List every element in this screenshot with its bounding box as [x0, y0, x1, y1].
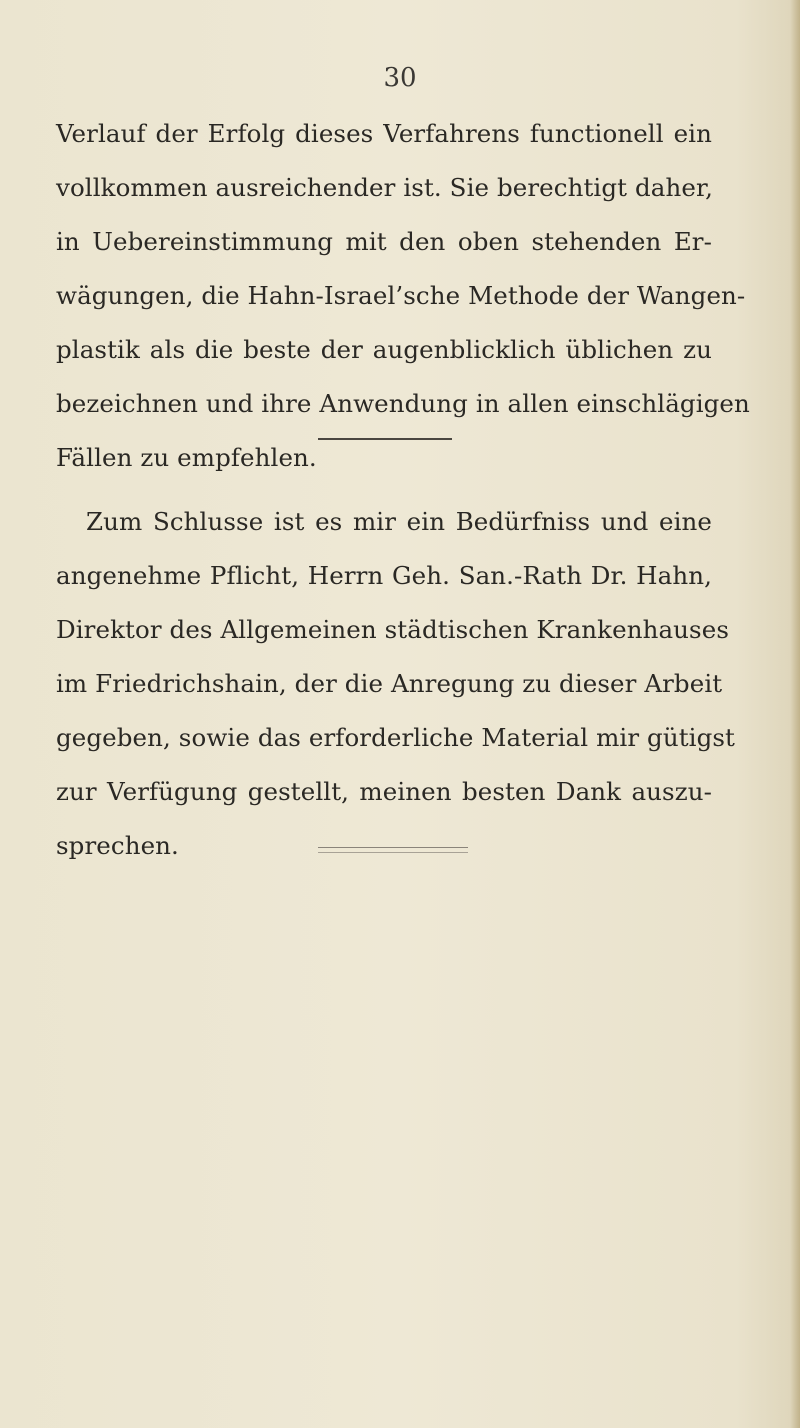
paragraph-acknowledgement	[56, 495, 735, 873]
text-line: im Friedrichshain, der die Anregung zu dieser Arbeit	[56, 669, 723, 698]
text-line: wägungen, die Hahn-Israel’sche Methode der Wangen-	[56, 281, 746, 310]
text-line: Zum Schlusse ist es mir ein Bedürfniss und eine	[86, 507, 712, 536]
end-divider-second	[318, 852, 468, 853]
page-edge-shadow	[790, 0, 800, 1428]
text-line: plastik als die beste der augenblicklich üblichen zu	[56, 335, 712, 364]
text-line: angenehme Pflicht, Herrn Geh. San.-Rath Dr. Hahn,	[56, 561, 712, 590]
text-line: in Uebereinstimmung mit den oben stehenden Er-	[56, 227, 712, 256]
text-line: Fällen zu empfehlen.	[56, 443, 317, 472]
text-line: gegeben, sowie das erforderliche Material mir gütigst	[56, 723, 735, 752]
text-line: vollkommen ausreichender ist. Sie berechtigt daher,	[56, 173, 713, 202]
text-line: sprechen.	[56, 831, 179, 860]
paragraph-conclusion	[56, 107, 750, 485]
text-line: bezeichnen und ihre Anwendung in allen einschlägigen	[56, 389, 750, 418]
end-divider	[318, 847, 468, 848]
text-line: zur Verfügung gestellt, meinen besten Dank auszu-	[56, 777, 712, 806]
text-line: Verlauf der Erfolg dieses Verfahrens functionell ein	[56, 119, 712, 148]
text-line: Direktor des Allgemeinen städtischen Krankenhauses	[56, 615, 729, 644]
section-divider	[318, 438, 452, 440]
page-number: 30	[383, 63, 417, 93]
